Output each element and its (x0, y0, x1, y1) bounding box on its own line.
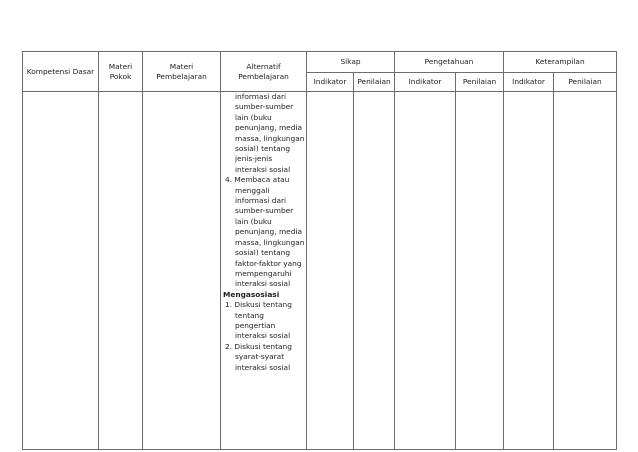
list-item-line: penunjang, media (235, 227, 302, 237)
table-row (23, 92, 617, 450)
list-item-line: jenis-jenis (235, 154, 273, 164)
cell-keterampilan-indikator (504, 92, 554, 450)
pengetahuan-penilaian: Penilaian (456, 73, 504, 92)
list-item-line: interaksi sosial (235, 331, 291, 341)
list-item-line: menggali (235, 185, 270, 195)
sikap-indikator: Indikator (307, 73, 354, 92)
materi-pembelajaran-line1: Materi (169, 61, 194, 71)
keterampilan-penilaian: Penilaian (554, 73, 617, 92)
list-item-line: massa, lingkungan (235, 237, 305, 247)
list-item-line: pengertian (235, 320, 276, 330)
col-materi-pokok (99, 52, 143, 92)
materi-pokok-line2: Pokok (109, 71, 132, 81)
col-group-pengetahuan: Pengetahuan (395, 52, 504, 73)
list-item-line: sumber-sumber (235, 102, 294, 112)
pengetahuan-indikator: Indikator (395, 73, 456, 92)
cell-pengetahuan-indikator (395, 92, 456, 450)
list-item-line: 4. Membaca atau (225, 175, 290, 185)
cell-keterampilan-penilaian (554, 92, 617, 450)
materi-pokok-line1: Materi (108, 61, 133, 71)
list-item-line: informasi dari (235, 196, 287, 206)
list-item-line: lain (buku (235, 216, 272, 226)
list-item-line: tentang (235, 310, 264, 320)
cell-alternatif-pembelajaran (221, 92, 307, 450)
col-kompetensi-dasar: Kompetensi Dasar (23, 52, 99, 92)
list-item-line: faktor-faktor yang (235, 258, 302, 268)
cell-sikap-penilaian (354, 92, 395, 450)
section-heading: Mengasosiasi (223, 289, 280, 299)
cell-materi-pembelajaran (143, 92, 221, 450)
cell-sikap-indikator (307, 92, 354, 450)
list-item-line: lain (buku (235, 112, 272, 122)
list-item-line: sosial) tentang (235, 248, 291, 258)
sikap-penilaian: Penilaian (354, 73, 395, 92)
cell-pengetahuan-penilaian (456, 92, 504, 450)
col-group-keterampilan: Keterampilan (504, 52, 617, 73)
list-item-line: interaksi sosial (235, 279, 291, 289)
col-group-sikap: Sikap (307, 52, 395, 73)
list-item-line: mempengaruhi (235, 268, 292, 278)
alternatif-line2: Pembelajaran (238, 71, 289, 81)
materi-pembelajaran-line2: Pembelajaran (156, 71, 207, 81)
keterampilan-indikator: Indikator (504, 73, 554, 92)
cell-kompetensi-dasar (23, 92, 99, 450)
list-item-line: sosial) tentang (235, 144, 291, 154)
lesson-plan-table (22, 51, 617, 450)
list-item-line: sumber-sumber (235, 206, 294, 216)
cell-materi-pokok (99, 92, 143, 450)
list-item-line: informasi dari (235, 92, 287, 101)
list-item-line: interaksi sosial (235, 164, 291, 174)
list-item-line: 2. Diskusi tentang (225, 341, 292, 351)
list-item-line: 1. Diskusi tentang (225, 300, 292, 310)
list-item-line: syarat-syarat (235, 352, 285, 362)
header-row-main (23, 52, 617, 73)
list-item-line: massa, lingkungan (235, 133, 305, 143)
list-item-line: interaksi sosial (235, 362, 291, 372)
list-item-line: penunjang, media (235, 123, 302, 133)
col-materi-pembelajaran (143, 52, 221, 92)
alternatif-line1: Alternatif (246, 61, 281, 71)
col-alternatif-pembelajaran (221, 52, 307, 92)
